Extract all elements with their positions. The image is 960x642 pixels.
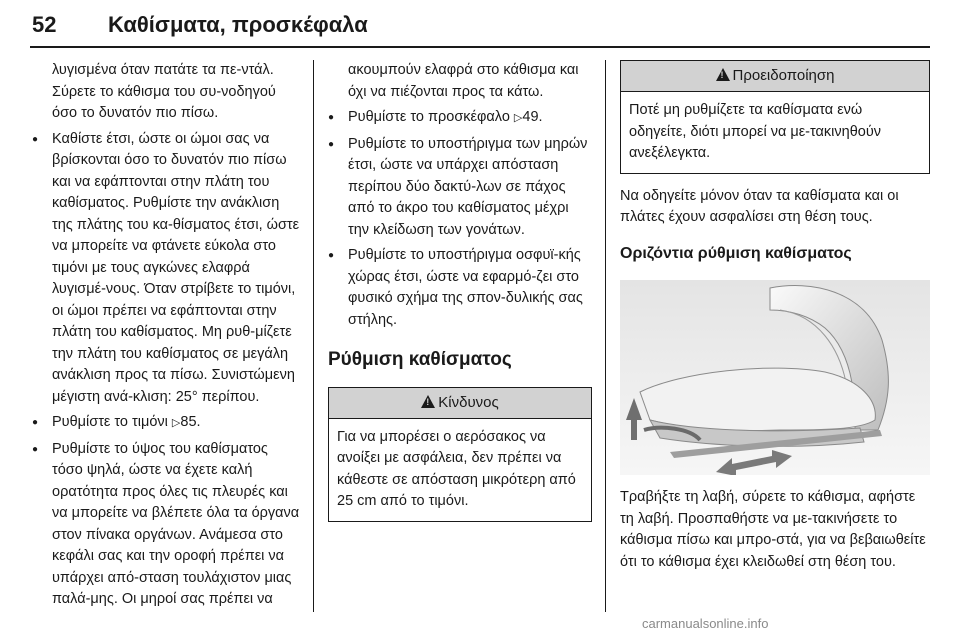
page-title: Καθίσματα, προσκέφαλα <box>108 12 368 37</box>
danger-title: Κίνδυνος <box>438 393 499 411</box>
warning-box-header <box>621 61 929 92</box>
warning-title: Προειδοποίηση <box>732 67 835 84</box>
list-item: ● Ρυθμίστε το υποστήριγμα των μηρών έτσι, ώστε να υπάρχει απόσταση περίπου δύο δακτύ-λων σε πάχος από το άκρο του καθίσματος μέχρι την κλείδωση των γονάτων. <box>328 134 592 242</box>
column-3 <box>620 60 930 573</box>
paragraph: Να οδηγείτε μόνον όταν τα καθίσματα και οι πλάτες έχουν ασφαλίσει στη θέση τους. <box>620 187 899 225</box>
list-item: ● Ρυθμίστε το ύψος του καθίσματος τόσο ψηλά, ώστε να έχετε καλή ορατότητα προς όλες τις πλευρές και να μπορείτε να βλέπετε όλα τα όργανα στον πίνακα οργάνων. Ανάμεσα στο κεφάλι σας και την οροφή πρέπει να υπάρχει από-σταση τουλάχιστον μιας παλά-μης. Οι μηροί σας πρέπει να <box>32 439 300 611</box>
list-item <box>328 107 592 130</box>
page-reference[interactable]: ▷ 85. <box>172 414 201 430</box>
column-divider <box>605 60 606 612</box>
page-number: 52 <box>32 12 57 37</box>
header-rule <box>30 46 930 48</box>
danger-text: Για να μπορέσει ο αερόσακος να ανοίξει με ασφάλεια, δεν πρέπει να κάθεστε σε απόσταση μικρότερη από 25 cm από το τιμόνι. <box>337 428 576 509</box>
list-item: ● Καθίστε έτσι, ώστε οι ώμοι σας να βρίσκονται όσο το δυνατόν πιο πίσω και να εφάπτονται στην πλάτη του καθίσματος. Ρυθμίστε την ανάκλιση της πλάτης του κα-θίσματος έτσι, ώστε να μπορείτε να φτάνετε εύκολα στο τιμόνι με τους αγκώνες ελαφρά λυγισμέ-νους. Όταν στρίβετε το τιμόνι, οι ώμοι πρέπει να εφάπτονται στην πλάτη του καθίσματος. Μη ρυθ-μίζετε την πλάτη του καθίσματος σε μεγάλη ανάκλιση προς τα πίσω. Συνιστώμενη μέγιστη ανά-κλιση: 25° περίπου. <box>32 129 300 409</box>
watermark: carmanualsonline.info <box>642 616 769 631</box>
danger-box <box>328 387 592 522</box>
warning-triangle-icon <box>716 68 730 81</box>
seat-adjustment-illustration <box>620 280 930 475</box>
section-heading: Ρύθμιση καθίσματος <box>328 349 512 370</box>
page-reference[interactable]: ▷ 49. <box>514 109 543 125</box>
column-divider <box>313 60 314 612</box>
paragraph: λυγισμένα όταν πατάτε τα πε-ντάλ. Σύρετε το κάθισμα του συ-νοδηγού όσο το δυνατόν πιο πίσω. <box>52 62 276 121</box>
danger-box-header <box>329 388 591 419</box>
illustration-caption: Τραβήξτε τη λαβή, σύρετε το κάθισμα, αφήστε τη λαβή. Προσπαθήστε να με-τακινήσετε το κάθισμα πίσω και μπρο-στά, για να βεβαιωθείτε ότι το κάθισμα έχει κλειδωθεί στη θέση του. <box>620 489 926 570</box>
paragraph: ακουμπούν ελαφρά στο κάθισμα και όχι να πιέζονται προς τα κάτω. <box>348 62 579 100</box>
warning-text: Ποτέ μη ρυθμίζετε τα καθίσματα ενώ οδηγείτε, διότι μπορεί να με-τακινηθούν ανεξέλεγκτα. <box>629 102 882 161</box>
list-item-text: Ρυθμίστε το προσκέφαλο <box>348 109 510 125</box>
warning-triangle-icon <box>421 395 435 408</box>
list-item-text: Ρυθμίστε το τιμόνι <box>52 414 168 430</box>
column-1 <box>32 60 300 611</box>
warning-box <box>620 60 930 174</box>
page-header <box>0 0 960 48</box>
column-2 <box>328 60 592 522</box>
subsection-heading: Οριζόντια ρύθμιση καθίσματος <box>620 244 852 262</box>
list-item: ● Ρυθμίστε το υποστήριγμα οσφυϊ-κής χώρας έτσι, ώστε να εφαρμό-ζει στο φυσικό σχήμα της σπον-δυλικής σας στήλης. <box>328 245 592 331</box>
list-item <box>32 412 300 435</box>
